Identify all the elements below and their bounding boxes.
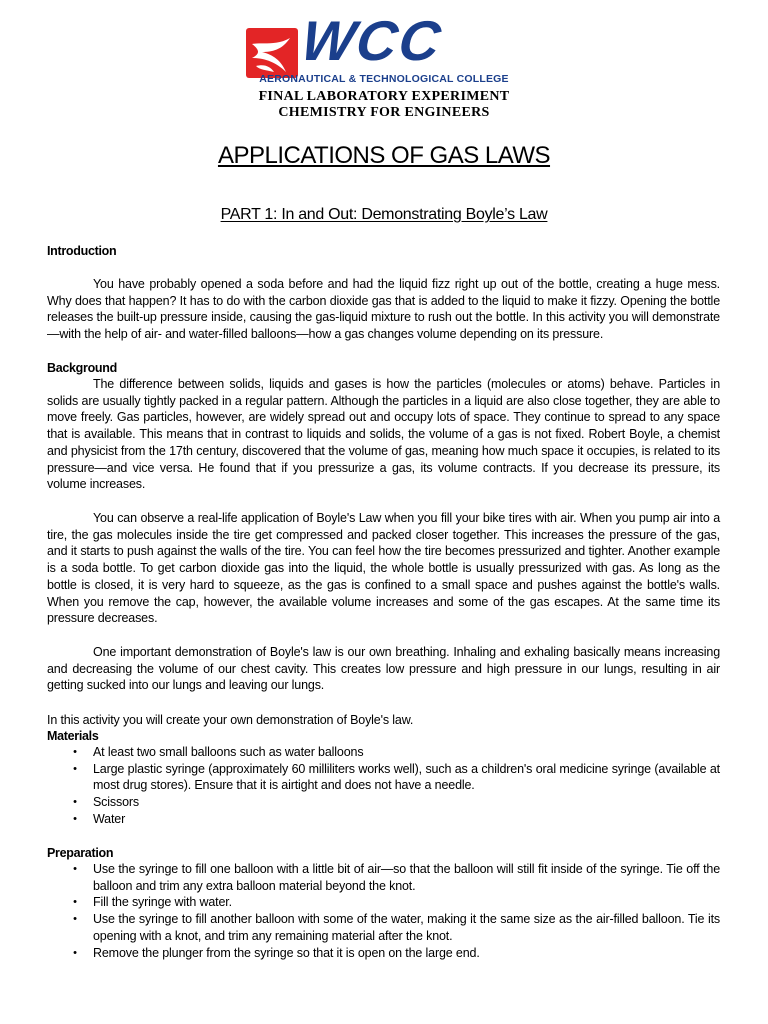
list-item xyxy=(47,894,720,911)
background-closing: In this activity you will create your own demonstration of Boyle's law. xyxy=(47,713,414,727)
list-item xyxy=(47,744,720,761)
wcc-swoosh-icon xyxy=(246,28,298,78)
list-item xyxy=(47,861,720,894)
list-item-text: Fill the syringe with water. xyxy=(93,895,232,910)
bullet-icon: • xyxy=(73,812,77,825)
list-item-text: Use the syringe to fill one balloon with a little bit of air—so that the balloon will still fit inside of the syringe. Tie off the balloon and trim any extra balloon material beyond the knot. xyxy=(93,862,720,893)
preparation-list xyxy=(47,861,720,961)
bullet-icon: • xyxy=(73,863,77,875)
list-item xyxy=(47,794,720,811)
bullet-icon: • xyxy=(73,946,77,959)
background-paragraph: One important demonstration of Boyle's law is our own breathing. Inhaling and exhaling basically means increasing and decreasing the volume of our chest cavity. This creates low pressure and high pressure in our lungs, resulting in air getting sucked into our lungs and leaving our lungs. xyxy=(47,645,720,693)
list-item xyxy=(47,811,720,828)
header-course: CHEMISTRY FOR ENGINEERS xyxy=(278,105,490,120)
list-item-text: At least two small balloons such as water balloons xyxy=(93,745,364,759)
bullet-icon: • xyxy=(73,913,77,926)
page-title: APPLICATIONS OF GAS LAWS xyxy=(217,142,551,169)
list-item-text: Large plastic syringe (approximately 60 milliliters works well), such as a children's oral medicine syringe (available at most drug stores). Ensure that it is airtight and does not have a needle. xyxy=(93,761,720,793)
preparation-heading: Preparation xyxy=(47,846,114,860)
list-item-text: Water xyxy=(93,811,126,826)
college-logo xyxy=(246,9,522,88)
list-item-text: Scissors xyxy=(93,795,140,810)
bullet-icon: • xyxy=(73,796,77,809)
bullet-icon: • xyxy=(73,746,77,758)
bullet-icon: • xyxy=(73,762,77,775)
logo-wordmark: WCC xyxy=(297,9,447,72)
bullet-icon: • xyxy=(73,896,77,909)
background-paragraph: The difference between solids, liquids and gases is how the particles (molecules or atoms) behave. Particles in solids are usually tightly packed in a regular pattern. Although the particles in a liquid are also close together, they are able to move freely. Gas particles, however, are widely spread out and occupy lots of space. They continue to spread to any space that is available. This means that in contrast to liquids and solids, the volume of a gas is not fixed. Robert Boyle, a chemist and physicist from the 17th century, discovered that the volume of gas, meaning how much space it occupies, is related to its pressure—and vice versa. He found that if you pressurize a gas, its volume contracts. If you decrease its pressure, its volume increases. xyxy=(47,377,720,492)
list-item-text: Remove the plunger from the syringe so that it is open on the large end. xyxy=(93,945,480,960)
background-paragraph: You can observe a real-life application of Boyle's Law when you fill your bike tires with air. When you pump air into a tire, the gas molecules inside the tire get compressed and packed closer together. This increases the pressure of the gas, and it starts to push against the walls of the tire. You can feel how the tire becomes pressurized and tighter. Another example is a soda bottle. To get carbon dioxide gas into the liquid, the whole bottle is usually pressurized with gas. As long as the bottle is closed, it is very hard to squeeze, as the gas is confined to a small space and pushes against the bottle's walls. When you remove the cap, however, the available volume increases and some of the gas escapes. At the same time its pressure decreases. xyxy=(47,511,720,626)
logo-tagline: AERONAUTICAL & TECHNOLOGICAL COLLEGE xyxy=(259,73,509,85)
list-item xyxy=(47,945,720,962)
header-experiment: FINAL LABORATORY EXPERIMENT xyxy=(258,89,510,104)
introduction-paragraph: You have probably opened a soda before and had the liquid fizz right up out of the bottle, creating a huge mess. Why does that happen? It has to do with the carbon dioxide gas that is added to the liquid to make it fizzy. Opening the bottle releases the built-up pressure inside, causing the gas-liquid mixture to rush out the bottle. In this activity you will demonstrate—with the help of air- and water-filled balloons—how a gas changes volume depending on its pressure. xyxy=(47,277,720,342)
list-item xyxy=(47,911,720,944)
list-item xyxy=(47,761,720,794)
background-heading: Background xyxy=(47,361,117,375)
list-item-text: Use the syringe to fill another balloon with some of the water, making it the same size as the air-filled balloon. Tie its opening with a knot, and trim any remaining material after the knot. xyxy=(93,912,720,943)
materials-list xyxy=(47,744,720,828)
part-title: PART 1: In and Out: Demonstrating Boyle’s Law xyxy=(220,206,548,223)
introduction-heading: Introduction xyxy=(47,244,117,258)
materials-heading: Materials xyxy=(47,729,99,743)
